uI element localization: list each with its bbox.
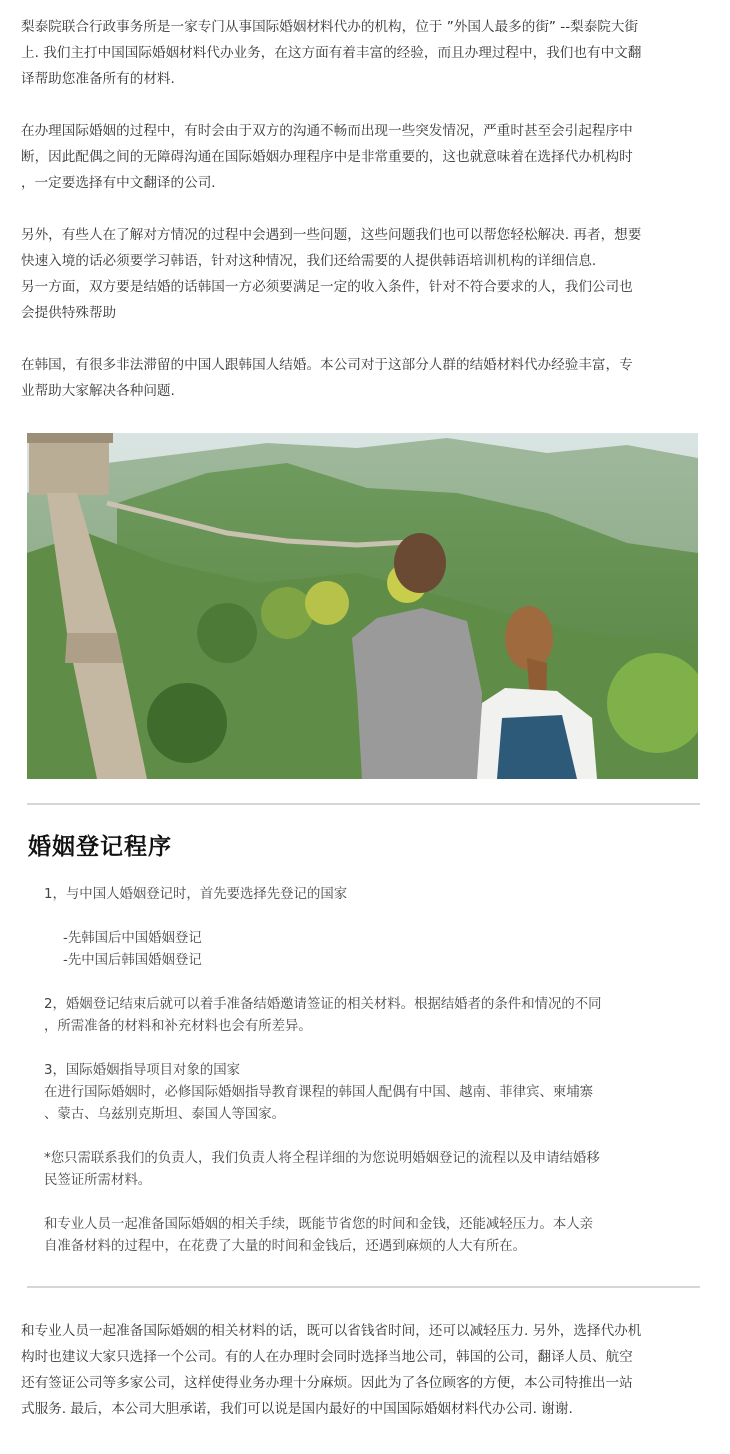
intro-text (21, 14, 711, 404)
section-title: 婚姻登记程序 (28, 834, 172, 860)
contact-note: *您只需联系我们的负责人，我们负责人将全程详细的为您说明婚姻登记的流程以及申请结婚移 民签证所需材料。 (44, 1151, 600, 1188)
intro-paragraph: 另外，有些人在了解对方情况的过程中会遇到一些问题，这些问题我们也可以帮您轻松解决. 再者，想要 快速入境的话必须要学习韩语，针对这种情况，我们还给需要的人提供韩语培训机构的详细信息. 另一方面，双方要是结婚的话韩国一方必须要满足一定的收入条件，针对不符合要求的人，我们公司也 会提供特殊帮助 (21, 227, 642, 321)
intro-paragraph: 在办理国际婚姻的过程中，有时会由于双方的沟通不畅而出现一些突发情况，严重时甚至会引起程序中 断，因此配偶之间的无障碍沟通在国际婚姻办理程序中是非常重要的，这也就意味着在选择代办机构时 ，一定要选择有中文翻译的公司. (21, 123, 633, 191)
step-1-option: -先韩国后中国婚姻登记 (63, 931, 202, 946)
great-wall-couple-photo (27, 433, 698, 779)
closing-note: 和专业人员一起准备国际婚姻的相关手续，既能节省您的时间和金钱，还能减轻压力。本人亲 自准备材料的过程中，在花费了大量的时间和金钱后，还遇到麻烦的人大有所在。 (44, 1217, 594, 1254)
step-3-body: 在进行国际婚姻时，必修国际婚姻指导教育课程的韩国人配偶有中国、越南、菲律宾、柬埔寨 、蒙古、乌兹别克斯坦、泰国人等国家。 (44, 1085, 594, 1122)
step-1: 1，与中国人婚姻登记时，首先要选择先登记的国家 (44, 887, 348, 902)
marriage-steps (44, 884, 684, 1258)
outro-paragraph: 和专业人员一起准备国际婚姻的相关材料的话，既可以省钱省时间，还可以减轻压力. 另外，选择代办机 构时也建议大家只选择一个公司。有的人在办理时会同时选择当地公司，韩国的公司，翻译人员、航空 还有签证公司等多家公司，这样使得业务办理十分麻烦。因此为了各位顾客的方便，本公司特推出一站 式服务. 最后，本公司大胆承诺，我们可以说是国内最好的中国国际婚姻材料代办公司. 谢谢. (21, 1323, 642, 1417)
step-2: 2，婚姻登记结束后就可以着手准备结婚邀请签证的相关材料。根据结婚者的条件和情况的不同 ，所需准备的材料和补充材料也会有所差异。 (44, 997, 602, 1034)
step-3-title: 3，国际婚姻指导项目对象的国家 (44, 1063, 240, 1078)
intro-paragraph: 在韩国，有很多非法滞留的中国人跟韩国人结婚。本公司对于这部分人群的结婚材料代办经验丰富，专 业帮助大家解决各种问题. (21, 357, 633, 399)
intro-paragraph: 梨泰院联合行政事务所是一家专门从事国际婚姻材料代办的机构，位于 ”外国人最多的街” --梨泰院大街 上. 我们主打中国国际婚姻材料代办业务，在这方面有着丰富的经验，而且办理过程中，我们也有中文翻 译帮助您准备所有的材料. (21, 19, 642, 87)
section-divider (27, 803, 700, 805)
step-1-option: -先中国后韩国婚姻登记 (63, 953, 202, 968)
section-divider (27, 1286, 700, 1288)
